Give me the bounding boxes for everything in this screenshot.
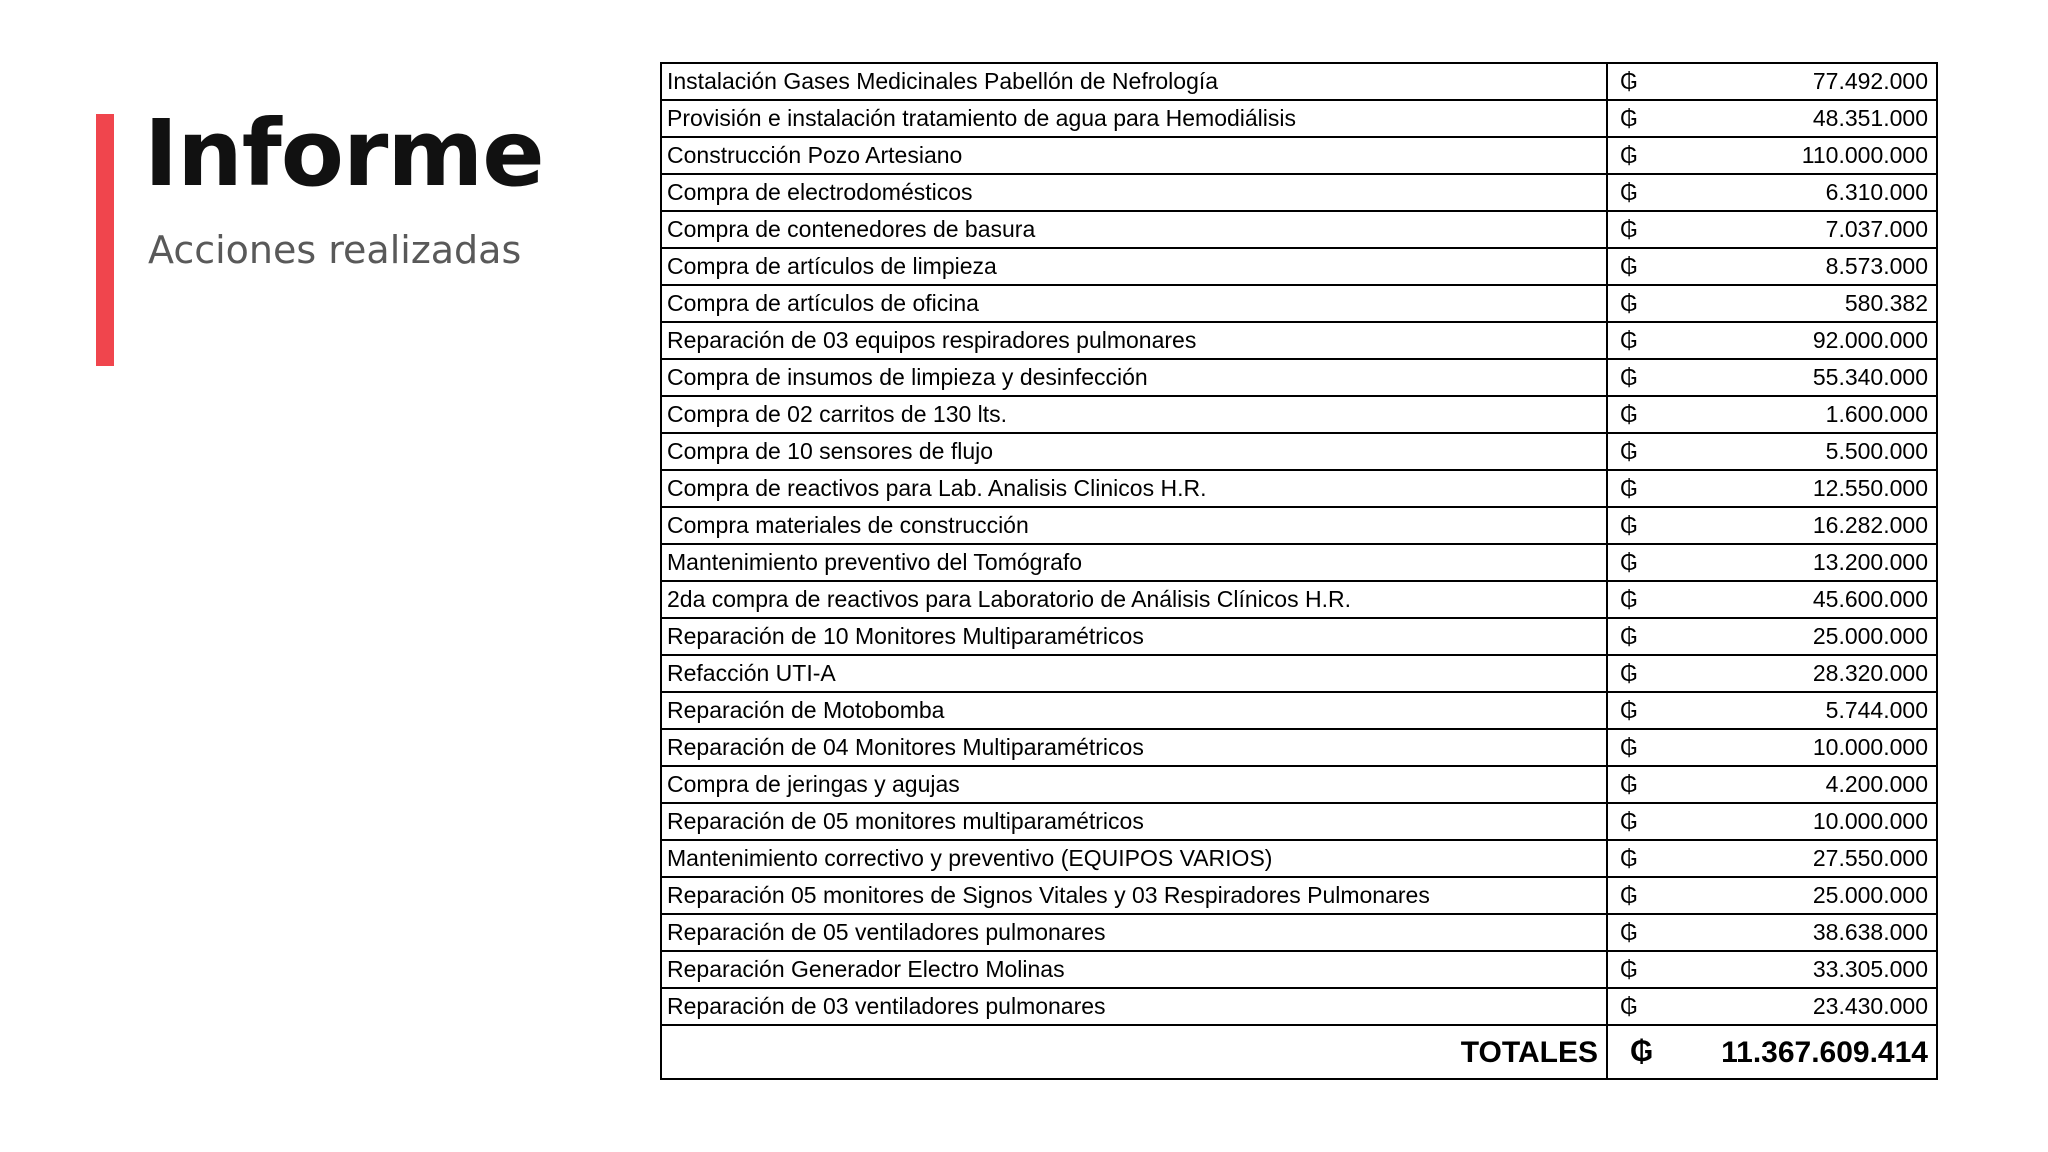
row-description: Compra de insumos de limpieza y desinfección (661, 359, 1607, 396)
currency-symbol: ₲ (1620, 697, 1638, 723)
table-row (661, 840, 1937, 877)
table-row (661, 248, 1937, 285)
table-row (661, 544, 1937, 581)
row-amount-cell (1607, 137, 1937, 174)
expenses-table-body (661, 63, 1937, 1079)
row-amount-cell (1607, 803, 1937, 840)
row-amount: 38.638.000 (1812, 919, 1928, 945)
row-description: Reparación Generador Electro Molinas (661, 951, 1607, 988)
row-amount: 23.430.000 (1812, 993, 1928, 1019)
row-description: Refacción UTI-A (661, 655, 1607, 692)
totals-amount: 11.367.609.414 (1721, 1035, 1928, 1069)
row-description: Mantenimiento preventivo del Tomógrafo (661, 544, 1607, 581)
row-amount: 25.000.000 (1812, 882, 1928, 908)
currency-symbol: ₲ (1620, 68, 1638, 94)
table-row (661, 618, 1937, 655)
table-row (661, 359, 1937, 396)
currency-symbol: ₲ (1620, 919, 1638, 945)
currency-symbol: ₲ (1620, 956, 1638, 982)
row-amount: 27.550.000 (1812, 845, 1928, 871)
table-row (661, 988, 1937, 1025)
row-amount: 16.282.000 (1812, 512, 1928, 538)
currency-symbol: ₲ (1620, 475, 1638, 501)
currency-symbol: ₲ (1620, 993, 1638, 1019)
currency-symbol: ₲ (1620, 253, 1638, 279)
table-row (661, 433, 1937, 470)
table-row (661, 914, 1937, 951)
row-amount: 12.550.000 (1812, 475, 1928, 501)
currency-symbol: ₲ (1620, 327, 1638, 353)
row-amount: 10.000.000 (1812, 734, 1928, 760)
currency-symbol: ₲ (1620, 216, 1638, 242)
row-description: Reparación de 05 ventiladores pulmonares (661, 914, 1607, 951)
table-row (661, 951, 1937, 988)
table-row (661, 803, 1937, 840)
row-amount-cell (1607, 692, 1937, 729)
row-description: Compra de contenedores de basura (661, 211, 1607, 248)
row-amount: 5.744.000 (1825, 697, 1928, 723)
row-amount-cell (1607, 285, 1937, 322)
currency-symbol: ₲ (1620, 882, 1638, 908)
totals-row (661, 1025, 1937, 1079)
row-description: Compra de artículos de oficina (661, 285, 1607, 322)
currency-symbol: ₲ (1630, 1035, 1654, 1068)
currency-symbol: ₲ (1620, 586, 1638, 612)
row-description: Reparación de Motobomba (661, 692, 1607, 729)
table-row (661, 766, 1937, 803)
table-row (661, 174, 1937, 211)
row-description: Compra de jeringas y agujas (661, 766, 1607, 803)
row-description: Provisión e instalación tratamiento de agua para Hemodiálisis (661, 100, 1607, 137)
row-amount: 8.573.000 (1825, 253, 1928, 279)
row-amount: 1.600.000 (1825, 401, 1928, 427)
row-description: Reparación de 03 ventiladores pulmonares (661, 988, 1607, 1025)
row-amount-cell (1607, 618, 1937, 655)
expenses-table-container (660, 62, 1936, 1080)
row-amount-cell (1607, 544, 1937, 581)
row-amount-cell (1607, 988, 1937, 1025)
page-title: Informe (144, 100, 544, 207)
row-amount-cell (1607, 248, 1937, 285)
row-description: Instalación Gases Medicinales Pabellón de Nefrología (661, 63, 1607, 100)
currency-symbol: ₲ (1620, 438, 1638, 464)
row-amount: 6.310.000 (1825, 179, 1928, 205)
row-amount: 10.000.000 (1812, 808, 1928, 834)
table-row (661, 396, 1937, 433)
row-amount: 33.305.000 (1812, 956, 1928, 982)
table-row (661, 322, 1937, 359)
currency-symbol: ₲ (1620, 290, 1638, 316)
currency-symbol: ₲ (1620, 734, 1638, 760)
row-amount: 110.000.000 (1801, 142, 1928, 168)
row-amount-cell (1607, 470, 1937, 507)
table-row (661, 729, 1937, 766)
row-description: Compra de electrodomésticos (661, 174, 1607, 211)
table-row (661, 285, 1937, 322)
row-amount-cell (1607, 433, 1937, 470)
table-row (661, 581, 1937, 618)
currency-symbol: ₲ (1620, 179, 1638, 205)
totals-amount-cell (1607, 1025, 1937, 1079)
currency-symbol: ₲ (1620, 142, 1638, 168)
row-amount: 13.200.000 (1812, 549, 1928, 575)
row-amount-cell (1607, 100, 1937, 137)
row-description: Compra materiales de construcción (661, 507, 1607, 544)
row-description: Compra de 02 carritos de 130 lts. (661, 396, 1607, 433)
expenses-table (660, 62, 1938, 1080)
table-row (661, 100, 1937, 137)
row-amount-cell (1607, 655, 1937, 692)
table-row (661, 692, 1937, 729)
row-amount-cell (1607, 322, 1937, 359)
row-amount-cell (1607, 840, 1937, 877)
row-description: Reparación de 04 Monitores Multiparamétricos (661, 729, 1607, 766)
row-amount-cell (1607, 766, 1937, 803)
table-row (661, 137, 1937, 174)
table-row (661, 211, 1937, 248)
row-description: Mantenimiento correctivo y preventivo (EQUIPOS VARIOS) (661, 840, 1607, 877)
currency-symbol: ₲ (1620, 660, 1638, 686)
row-amount: 580.382 (1844, 290, 1928, 316)
row-amount: 25.000.000 (1812, 623, 1928, 649)
row-amount-cell (1607, 729, 1937, 766)
row-amount-cell (1607, 211, 1937, 248)
row-amount-cell (1607, 359, 1937, 396)
row-description: Compra de 10 sensores de flujo (661, 433, 1607, 470)
table-row (661, 655, 1937, 692)
row-description: Compra de reactivos para Lab. Analisis Clinicos H.R. (661, 470, 1607, 507)
currency-symbol: ₲ (1620, 105, 1638, 131)
row-amount: 45.600.000 (1812, 586, 1928, 612)
currency-symbol: ₲ (1620, 808, 1638, 834)
row-description: Reparación de 10 Monitores Multiparamétricos (661, 618, 1607, 655)
currency-symbol: ₲ (1620, 771, 1638, 797)
currency-symbol: ₲ (1620, 401, 1638, 427)
row-description: Reparación de 05 monitores multiparamétricos (661, 803, 1607, 840)
currency-symbol: ₲ (1620, 549, 1638, 575)
row-amount-cell (1607, 507, 1937, 544)
table-row (661, 877, 1937, 914)
row-amount-cell (1607, 396, 1937, 433)
currency-symbol: ₲ (1620, 845, 1638, 871)
row-description: Reparación 05 monitores de Signos Vitales y 03 Respiradores Pulmonares (661, 877, 1607, 914)
table-row (661, 507, 1937, 544)
row-amount-cell (1607, 951, 1937, 988)
row-amount: 48.351.000 (1812, 105, 1928, 131)
row-description: 2da compra de reactivos para Laboratorio de Análisis Clínicos H.R. (661, 581, 1607, 618)
row-amount-cell (1607, 63, 1937, 100)
row-amount-cell (1607, 914, 1937, 951)
row-amount: 4.200.000 (1825, 771, 1928, 797)
table-row (661, 470, 1937, 507)
row-description: Compra de artículos de limpieza (661, 248, 1607, 285)
row-amount: 7.037.000 (1825, 216, 1928, 242)
row-amount-cell (1607, 174, 1937, 211)
currency-symbol: ₲ (1620, 512, 1638, 538)
row-amount-cell (1607, 581, 1937, 618)
row-amount: 55.340.000 (1812, 364, 1928, 390)
currency-symbol: ₲ (1620, 623, 1638, 649)
row-amount: 28.320.000 (1812, 660, 1928, 686)
page-subtitle: Acciones realizadas (148, 228, 522, 272)
row-amount-cell (1607, 877, 1937, 914)
currency-symbol: ₲ (1620, 364, 1638, 390)
accent-bar (96, 114, 114, 366)
table-row (661, 63, 1937, 100)
row-amount: 5.500.000 (1825, 438, 1928, 464)
row-amount: 92.000.000 (1812, 327, 1928, 353)
row-description: Construcción Pozo Artesiano (661, 137, 1607, 174)
row-amount: 77.492.000 (1812, 68, 1928, 94)
row-description: Reparación de 03 equipos respiradores pulmonares (661, 322, 1607, 359)
totals-label: TOTALES (661, 1025, 1607, 1079)
